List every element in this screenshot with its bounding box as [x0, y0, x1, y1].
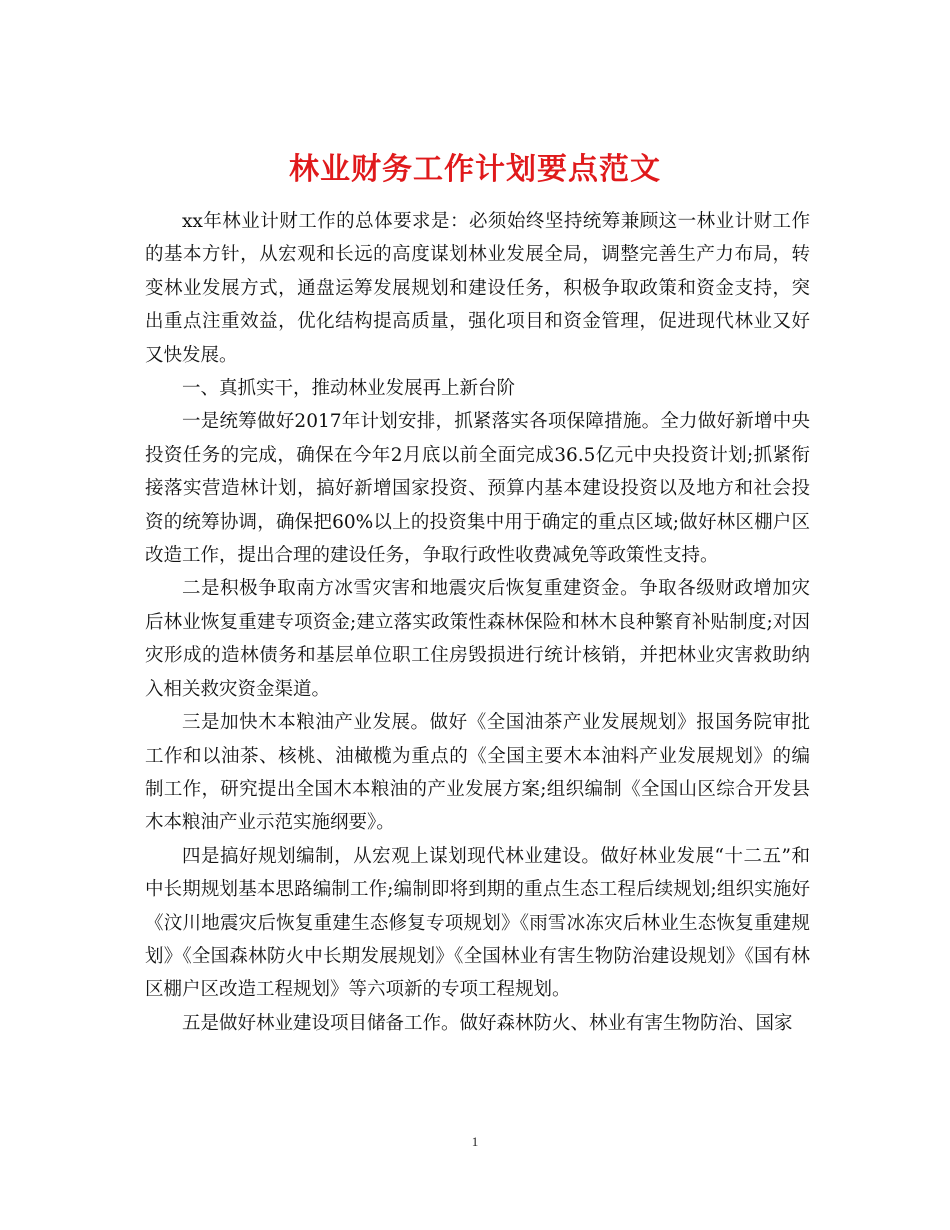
- paragraph-item-2: 二是积极争取南方冰雪灾害和地震灾后恢复重建资金。争取各级财政增加灾后林业恢复重建专项资金;建立落实政策性森林保险和林木良种繁育补贴制度;对因灾形成的造林债务和基层单位职工住房毁损进行统计核销，并把林业灾害救助纳入相关救灾资金渠道。: [145, 578, 810, 700]
- paragraph-item-4: 四是搞好规划编制，从宏观上谋划现代林业建设。做好林业发展“十二五”和中长期规划基本思路编制工作;编制即将到期的重点生态工程后续规划;组织实施好《汶川地震灾后恢复重建生态修复专项规划》《雨雪冰冻灾后林业生态恢复重建规划》《全国森林防火中长期发展规划》《全国林业有害生物防治建设规划》《国有林区棚户区改造工程规划》等六项新的专项工程规划。: [145, 845, 810, 1001]
- section-heading-1: 一、真抓实干，推动林业发展再上新台阶: [182, 378, 516, 400]
- paragraph-item-3: 三是加快木本粮油产业发展。做好《全国油茶产业发展规划》报国务院审批工作和以油茶、核桃、油橄榄为重点的《全国主要木本油料产业发展规划》的编制工作，研究提出全国木本粮油的产业发展方案;组织编制《全国山区综合开发县木本粮油产业示范实施纲要》。: [145, 712, 810, 834]
- paragraph-intro: xx年林业计财工作的总体要求是：必须始终坚持统筹兼顾这一林业计财工作的基本方针，从宏观和长远的高度谋划林业发展全局，调整完善生产力布局，转变林业发展方式，通盘运筹发展规划和建设任务，积极争取政策和资金支持，突出重点注重效益，优化结构提高质量，强化项目和资金管理，促进现代林业又好又快发展。: [145, 211, 810, 366]
- paragraph-item-1: 一是统筹做好2017年计划安排，抓紧落实各项保障措施。全力做好新增中央投资任务的完成，确保在今年2月底以前全面完成36.5亿元中央投资计划;抓紧衔接落实营造林计划，搞好新增国家投资、预算内基本建设投资以及地方和社会投资的统筹协调，确保把60%以上的投资集中用于确定的重点区域;做好林区棚户区改造工作，提出合理的建设任务，争取行政性收费减免等政策性支持。: [145, 411, 810, 567]
- document-body: [145, 205, 810, 1040]
- paragraph-item-5: 五是做好林业建设项目储备工作。做好森林防火、林业有害生物防治、国家: [182, 1012, 793, 1034]
- document-title: 林业财务工作计划要点范文: [289, 152, 661, 188]
- page-number: 1: [471, 1134, 479, 1149]
